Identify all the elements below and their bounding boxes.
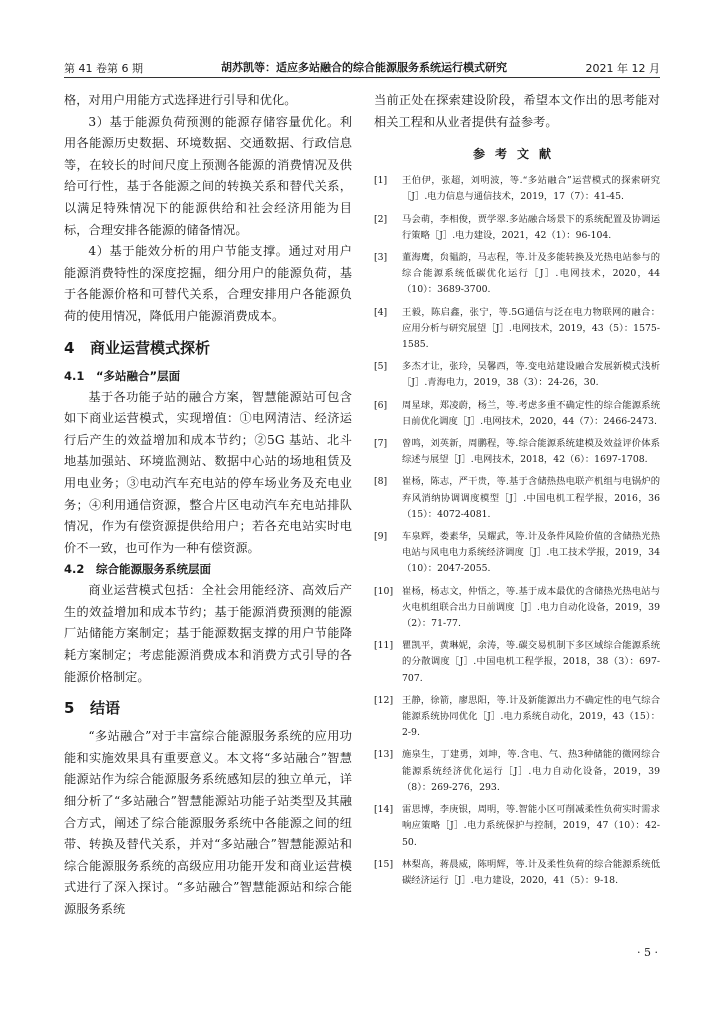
page-number: · 5 · bbox=[637, 946, 658, 959]
section-title: 商业运营模式探析 bbox=[90, 338, 211, 357]
subsection-heading-4-1 bbox=[64, 366, 352, 387]
issue-date: 2021 年 12 月 bbox=[585, 62, 660, 75]
section-title: 结语 bbox=[90, 699, 121, 718]
reference-text: 林梨高，蒋晨威，陈明辉，等.计及柔性负荷的综合能源系统低碳经济运行［J］.电力建设，2020，41（5）：9-18. bbox=[402, 858, 660, 886]
journal-volume: 第 41 卷第 6 期 bbox=[64, 62, 143, 75]
reference-item bbox=[374, 436, 660, 468]
reference-text: 王伯伊，张超，刘明波，等.“多站融合”运营模式的探索研究［J］.电力信息与通信技术，2019，17（7）：41-45. bbox=[402, 175, 660, 203]
reference-number: [13] bbox=[374, 749, 394, 761]
reference-text: 多杰才让，张玲，吴馨西，等.变电站建设融合发展新模式浅析［J］.青海电力，2019，38（3）：24-26，30. bbox=[402, 361, 660, 389]
running-header bbox=[64, 56, 660, 78]
reference-number: [6] bbox=[374, 399, 388, 411]
reference-number: [8] bbox=[374, 476, 388, 488]
reference-item bbox=[374, 584, 660, 633]
reference-number: [5] bbox=[374, 361, 388, 373]
running-title: 胡苏凯等：适应多站融合的综合能源服务系统运行模式研究 bbox=[221, 61, 507, 74]
subsection-title: “多站融合”层面 bbox=[96, 368, 181, 383]
reference-text: 崔杨，杨志文，仲悟之，等.基于成本最优的含储热光热电站与火电机组联合出力日前调度［J］.电力自动化设备，2019，39（2）：71-77. bbox=[402, 585, 660, 630]
left-column bbox=[64, 90, 352, 921]
reference-number: [4] bbox=[374, 306, 388, 318]
reference-text: 车泉辉，娄素华，吴耀武，等.计及条件风险价值的含储热光热电站与风电电力系统经济调度［J］.电工技术学报，2019，34（10）：2047-2055. bbox=[402, 531, 660, 575]
reference-item bbox=[374, 474, 660, 523]
reference-number: [11] bbox=[374, 640, 394, 652]
section-number: 5 bbox=[64, 699, 75, 718]
section-heading-4 bbox=[64, 338, 352, 358]
reference-text: 崔杨，陈志，严干贵，等.基于含储热热电联产机组与电锅炉的弃风消纳协调调度模型［J］.中国电机工程学报，2016，36（15）：4072-4081. bbox=[402, 476, 660, 520]
subsection-number: 4.1 bbox=[64, 368, 85, 383]
reference-item bbox=[374, 398, 660, 430]
section-number: 4 bbox=[64, 338, 75, 357]
reference-item bbox=[374, 747, 660, 796]
paragraph: 4）基于能效分析的用户节能支撑。通过对用户能源消费特性的深度挖掘，细分用户的能源负荷，基于各能源价格和可替代关系，合理安排用户各能源负荷的使用情况，降低用户能源消费成本。 bbox=[64, 244, 352, 323]
reference-item bbox=[374, 173, 660, 205]
reference-number: [3] bbox=[374, 252, 388, 263]
paragraph: “多站融合”对于丰富综合能源服务系统的应用功能和实施效果具有重要意义。本文将“多站融合”智慧能源站作为综合能源服务系统感知层的独立单元，详细分析了“多站融合”智慧能源站功能子站类型及其融合方式，阐述了综合能源服务系统中各能源之间的纽带、转换及替代关系，并对“多站融合”智慧能源站和综合能源服务系统的高级应用功能开发和商业运营模式进行了深入探讨。“多站融合”智慧能源站和综合能源服务系统 bbox=[64, 729, 352, 916]
reference-item bbox=[374, 250, 660, 299]
references-heading: 参考文献 bbox=[472, 147, 561, 162]
reference-number: [9] bbox=[374, 531, 388, 543]
reference-number: [1] bbox=[374, 175, 388, 187]
reference-number: [2] bbox=[374, 213, 388, 225]
reference-text: 施泉生，丁建勇，刘坤，等.含电、气、热3种储能的微网综合能源系统经济优化运行［J］.电力自动化设备，2019，39（8）：269-276，293. bbox=[402, 749, 660, 793]
paragraph: 格，对用户用能方式选择进行引导和优化。 bbox=[64, 93, 297, 107]
reference-list bbox=[374, 173, 660, 889]
reference-number: [15] bbox=[374, 858, 394, 870]
reference-item bbox=[374, 802, 660, 851]
reference-text: 马会萌，李相俊，贾学翠.多站融合场景下的系统配置及协调运行策略［J］.电力建设，2021，42（1）：96-104. bbox=[402, 213, 660, 241]
reference-text: 曾鸣，刘英新，周鹏程，等.综合能源系统建模及效益评价体系综述与展望［J］.电网技术，2018，42（6）：1697-1708. bbox=[402, 438, 660, 466]
right-column bbox=[374, 90, 660, 895]
reference-number: [7] bbox=[374, 438, 388, 450]
reference-item bbox=[374, 693, 660, 742]
reference-item bbox=[374, 529, 660, 578]
subsection-heading-4-2 bbox=[64, 559, 352, 580]
reference-item bbox=[374, 638, 660, 687]
reference-text: 瞿凯平，黄琳妮，余涛，等.碳交易机制下多区域综合能源系统的分散调度［J］.中国电机工程学报，2018，38（3）：697-707. bbox=[402, 640, 660, 684]
reference-item bbox=[374, 305, 660, 354]
subsection-number: 4.2 bbox=[64, 562, 85, 577]
paragraph: 商业运营模式包括：全社会用能经济、高效后产生的效益增加和成本节约；基于能源消费预测的能源厂站储能方案制定；基于能源数据支撑的用户节能降耗方案制定；考虑能源消费成本和消费方式引导的各能源价格制定。 bbox=[64, 583, 352, 684]
reference-number: [10] bbox=[374, 585, 394, 597]
reference-text: 董海鹰，贠韫韵，马志程，等.计及多能转换及光热电站参与的综合能源系统低碳优化运行［J］.电网技术，2020，44（10）：3689-3700. bbox=[402, 252, 660, 296]
reference-text: 王静，徐箭，廖思阳，等.计及新能源出力不确定性的电气综合能源系统协同优化［J］.电力系统自动化，2019，43（15）：2-9. bbox=[402, 694, 660, 739]
paragraph: 基于各功能子站的融合方案，智慧能源站可包含如下商业运营模式，实现增值：①电网清洁、经济运行后产生的效益增加和成本节约；②5G 基站、北斗地基加强站、环境监测站、数据中心站的场地租赁及用电业务；③电动汽车充电站的停车场业务及充电业务；④利用通信资源，整合片区电动汽车充电站排队情况，作为有偿资源提供给用户；若各充电站实时电价不一致，也可作为一种有偿资源。 bbox=[64, 389, 352, 555]
reference-item bbox=[374, 359, 660, 391]
reference-item bbox=[374, 857, 660, 889]
header-rule bbox=[64, 77, 660, 78]
reference-item bbox=[374, 212, 660, 244]
reference-number: [14] bbox=[374, 804, 394, 816]
reference-text: 雷思博，李庚银，周明，等.智能小区可削减柔性负荷实时需求响应策略［J］.电力系统保护与控制，2019，47（10）：42-50. bbox=[402, 804, 660, 848]
paragraph: 当前正处在探索建设阶段，希望本文作出的思考能对相关工程和从业者提供有益参考。 bbox=[374, 93, 660, 129]
paragraph: 3）基于能源负荷预测的能源存储容量优化。利用各能源历史数据、环境数据、交通数据、行政信息等，在较长的时间尺度上预测各能源的消费情况及供给可行性，基于各能源之间的转换关系和替代关系，以满足特殊情况下的能源供给和社会经济用能为目标，合理安排各能源的储备情况。 bbox=[64, 114, 352, 237]
reference-text: 周星球，郑凌蔚，杨兰，等.考虑多重不确定性的综合能源系统日前优化调度［J］.电网技术，2020，44（7）：2466-2473. bbox=[402, 399, 660, 427]
subsection-title: 综合能源服务系统层面 bbox=[96, 562, 211, 577]
section-heading-5 bbox=[64, 698, 352, 718]
reference-text: 王毅，陈启鑫，张宁，等.5G通信与泛在电力物联网的融合：应用分析与研究展望［J］.电网技术，2019，43（5）：1575-1585. bbox=[402, 306, 660, 351]
reference-number: [12] bbox=[374, 694, 394, 706]
